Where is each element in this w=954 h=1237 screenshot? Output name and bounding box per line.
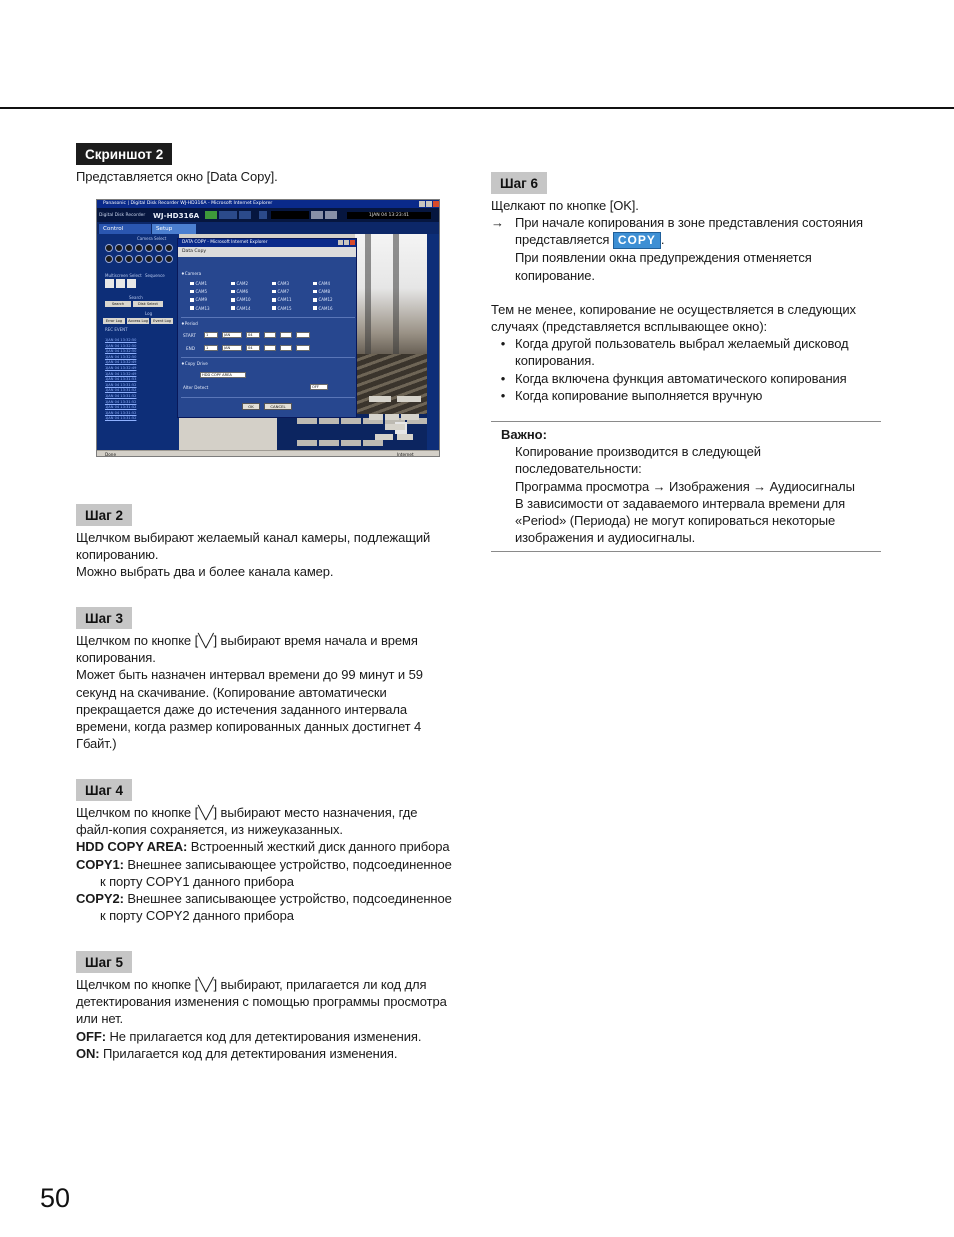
camera-checkbox[interactable] [190, 297, 231, 302]
step-6-result-line: При начале копирования в зоне представления состояния [515, 215, 863, 231]
camera-button[interactable] [125, 244, 133, 252]
camera-checkbox[interactable] [231, 306, 272, 311]
camera-checkbox[interactable] [313, 306, 354, 311]
start-second-select[interactable] [296, 332, 310, 338]
play-reverse-button[interactable] [341, 418, 361, 424]
end-hour-select[interactable] [264, 345, 276, 351]
list-item [491, 387, 881, 404]
step-5-line: детектирования изменения с помощью программы просмотра [76, 994, 447, 1010]
event-log-button[interactable]: Event Log [151, 318, 173, 324]
status-indicator [239, 211, 251, 219]
off-term: OFF: [76, 1028, 106, 1044]
note-heading: Важно: [501, 427, 547, 443]
period-section-text: Period [184, 321, 198, 326]
arrow-icon: → [491, 215, 504, 231]
event-row[interactable]: 1JAN 04 13:31:52 [105, 416, 137, 421]
step-5-label: Шаг 5 [76, 951, 132, 973]
multiscreen-1-button[interactable] [105, 279, 114, 288]
step-4-line: файл-копия сохраняется, из нижеуказанных. [76, 822, 343, 838]
go-to-last-button[interactable] [397, 396, 421, 402]
viewer-button[interactable] [385, 424, 405, 430]
step-4 [76, 779, 460, 924]
step-6-result-line: копирование. [515, 267, 595, 283]
camera-button[interactable] [115, 244, 123, 252]
minimize-icon[interactable] [338, 240, 343, 245]
maximize-icon[interactable] [344, 240, 349, 245]
event-row[interactable]: 1JAN 04 13:31:52 [105, 399, 137, 404]
list-item [491, 335, 881, 369]
camera-buttons-row [105, 255, 173, 263]
camera-section-text: Camera [184, 271, 202, 276]
hdd-copy-area-term: HDD COPY AREA: [76, 839, 188, 855]
alter-detect-label: Alter Detect [183, 385, 209, 390]
screenshot-caption: Представляется окно [Data Copy]. [76, 169, 278, 184]
list-item-text: Когда копирование выполняется вручную [515, 387, 763, 403]
camera-checkbox-label: CAM3 [277, 281, 290, 286]
dialog-title: DATA COPY - Microsoft Internet Explorer [182, 240, 268, 245]
camera-button[interactable] [135, 244, 143, 252]
important-note [491, 421, 881, 552]
note-line: «Period» (Периода) не могут копироваться некоторые [515, 512, 836, 528]
step-3-line: секунд на скачивание. (Копирование автоматически [76, 684, 387, 700]
event-row[interactable]: 1JAN 04 13:32:49 [105, 360, 137, 365]
camera-checkbox-label: CAM2 [236, 281, 249, 286]
camera-checkbox[interactable] [190, 289, 231, 294]
camera-checkbox[interactable] [231, 281, 272, 286]
end-year-select[interactable]: 04 [246, 345, 260, 351]
off-desc: Не прилагается код для детектирования изменения. [105, 1028, 422, 1044]
video-detail [355, 354, 427, 414]
off-item [76, 1028, 460, 1045]
close-icon[interactable] [350, 240, 355, 245]
checkbox-icon [231, 282, 235, 286]
checkbox-icon [272, 290, 276, 294]
camera-section-label: ♦Camera [181, 271, 202, 276]
step-5 [76, 951, 460, 1062]
copy-drive-select[interactable]: HDD COPY AREA [200, 372, 246, 378]
list-item [491, 370, 881, 387]
step-4-line: Щелчком по кнопке [╲╱] выбирают место назначения, где [76, 805, 418, 820]
dialog-subtitle: Data Copy [178, 247, 356, 257]
list-item-text: Когда другой пользователь выбрал желаемый дисковод [515, 336, 849, 352]
event-row[interactable]: 1JAN 04 13:32:50 [105, 338, 137, 342]
note-line: Программа просмотра → Изображения → Аудиосигналы [515, 478, 855, 494]
error-log-button[interactable]: Error Log [103, 318, 125, 324]
start-label: START [183, 333, 196, 338]
log-label: Log [145, 311, 153, 316]
step-2-label: Шаг 2 [76, 504, 132, 526]
note-line: изображения и аудиосигналы. [515, 530, 696, 546]
camera-checkbox-label: CAM16 [318, 305, 333, 311]
ie-status-bar [97, 450, 440, 457]
camera-checkbox-label: CAM12 [318, 297, 333, 303]
rec-event-label: REC EVENT [105, 327, 128, 332]
data-copy-screenshot [96, 199, 440, 457]
cancel-button[interactable]: CANCEL [264, 403, 292, 410]
dialog-window-buttons [338, 240, 355, 245]
mode-button[interactable] [375, 434, 393, 440]
hdd-copy-area-desc: Встроенный жесткий диск данного прибора [187, 839, 450, 855]
bullet-icon: • [500, 336, 506, 352]
camera-checkbox[interactable] [272, 289, 313, 294]
start-minute-select[interactable] [280, 332, 292, 338]
copy-status-badge: COPY [613, 232, 661, 249]
copy2-term: COPY2: [76, 891, 124, 907]
ok-button[interactable]: OK [242, 403, 260, 410]
pause-button[interactable] [319, 440, 339, 446]
event-row[interactable]: 1JAN 04 13:32:50 [105, 349, 137, 354]
camera-checkbox-label: CAM6 [236, 289, 249, 295]
dialog-title-bar [178, 239, 356, 247]
copy-drive-section-text: Copy Drive [184, 361, 208, 366]
right-side-panel [427, 234, 440, 450]
end-label: END [186, 346, 196, 351]
multiscreen-9-button[interactable] [127, 279, 136, 288]
copy2-desc: Внешнее записывающее устройство, подсоединенное [123, 891, 452, 907]
tab-bar [97, 222, 440, 234]
note-line: Копирование производится в следующей [515, 444, 761, 460]
camera-checkbox[interactable] [231, 297, 272, 302]
step-3 [76, 607, 460, 752]
disk-select-button[interactable]: Disk Select [133, 301, 163, 307]
camera-checkbox-label: CAM7 [277, 289, 290, 295]
camera-checkbox-label: CAM4 [318, 281, 331, 286]
page-number: 50 [40, 1183, 71, 1213]
step-6-label: Шаг 6 [491, 172, 547, 194]
fast-rewind-button[interactable] [297, 418, 317, 424]
option-button[interactable] [397, 434, 413, 440]
ie-window-buttons [419, 201, 439, 207]
camera-checkbox[interactable] [190, 281, 231, 286]
camera-checkbox[interactable] [190, 306, 231, 311]
datetime-display: 1JAN 04 13:23:41 [347, 212, 431, 219]
status-text: Done [105, 452, 117, 457]
copy1-item [76, 856, 460, 873]
camera-checkbox-label: CAM5 [195, 289, 208, 295]
status-indicator [219, 211, 237, 219]
camera-checkbox[interactable] [313, 297, 354, 302]
search-label: Search [129, 295, 143, 300]
playback-buttons-row [297, 440, 383, 446]
step-4-label: Шаг 4 [76, 779, 132, 801]
camera-checkbox[interactable] [272, 306, 313, 311]
note-body [491, 443, 881, 546]
event-row[interactable]: 1JAN 04 13:31:52 [105, 382, 137, 387]
camera-checkbox[interactable] [231, 289, 272, 294]
camera-button[interactable] [165, 255, 173, 263]
checkbox-icon [272, 306, 276, 310]
checkbox-icon [190, 282, 194, 286]
event-row[interactable]: 1JAN 04 13:32:50 [105, 354, 137, 359]
camera-buttons-row [105, 244, 173, 252]
step-3-line: времени, когда размер копированных данных достигнет 4 [76, 719, 422, 735]
list-item-text: копирования. [515, 353, 595, 369]
copy2-desc-cont: к порту COPY2 данного прибора [100, 908, 294, 924]
app-label: Digital Disk Recorder [99, 213, 146, 218]
camera-button[interactable] [155, 255, 163, 263]
camera-button[interactable] [125, 255, 133, 263]
copy2-item [76, 890, 460, 907]
end-second-select[interactable] [296, 345, 310, 351]
camera-checkbox[interactable] [313, 281, 354, 286]
end-button[interactable] [385, 414, 399, 420]
stop-button[interactable] [341, 440, 361, 446]
screenshot-block [76, 143, 278, 185]
right-column [491, 172, 881, 552]
download-button[interactable] [401, 414, 419, 420]
camera-button[interactable] [165, 244, 173, 252]
checkbox-icon [190, 298, 194, 302]
status-indicator [311, 211, 323, 219]
model-name: WJ-HD316A [153, 211, 200, 220]
checkbox-icon [272, 282, 276, 286]
camera-checkbox[interactable] [272, 297, 313, 302]
camera-button[interactable] [145, 255, 153, 263]
checkbox-icon [313, 306, 317, 310]
maximize-icon[interactable] [426, 201, 432, 207]
step-3-line: Может быть назначен интервал времени до 99 минут и 59 [76, 667, 423, 683]
camera-checkbox-label: CAM13 [195, 305, 210, 311]
start-year-select[interactable]: 04 [246, 332, 260, 338]
on-term: ON: [76, 1045, 100, 1061]
copy1-desc: Внешнее записывающее устройство, подсоединенное [123, 856, 452, 872]
status-display [271, 211, 309, 219]
end-minute-select[interactable] [280, 345, 292, 351]
step-3-line: Щелчком по кнопке [╲╱] выбирают время начала и время [76, 633, 418, 648]
camera-checkbox-label: CAM1 [195, 281, 208, 286]
camera-checkbox-label: CAM9 [195, 297, 208, 303]
camera-select-label: Camera Select [137, 236, 167, 241]
step-2-line: Щелчком выбирают желаемый канал камеры, подлежащий [76, 530, 431, 545]
app-header [97, 208, 440, 222]
search-button[interactable]: Search [105, 301, 131, 307]
step-6-result-line [515, 231, 863, 249]
camera-checkbox[interactable] [272, 281, 313, 286]
status-zone: Internet [397, 452, 414, 457]
checkbox-icon [231, 290, 235, 294]
copy-drive-section-label: ♦Copy Drive [181, 361, 208, 366]
step-6-result-text [515, 214, 863, 284]
event-row[interactable]: 1JAN 04 13:31:52 [105, 393, 137, 398]
bullet-icon: • [500, 387, 506, 403]
camera-button[interactable] [115, 255, 123, 263]
event-list [105, 338, 177, 422]
step-3-label: Шаг 3 [76, 607, 132, 629]
step-5-line: или нет. [76, 1011, 124, 1027]
status-indicator [325, 211, 337, 219]
camera-button[interactable] [105, 244, 113, 252]
exceptions-list [491, 335, 881, 404]
step-6-result-line: При появлении окна предупреждения отменяется [515, 250, 812, 266]
status-indicator [205, 211, 217, 219]
step-3-line: Гбайт.) [76, 736, 117, 752]
tab-control[interactable]: Control [99, 224, 151, 234]
camera-checkbox[interactable] [313, 289, 354, 294]
event-row[interactable]: 1JAN 04 13:31:52 [105, 388, 137, 393]
copy1-term: COPY1: [76, 856, 124, 872]
note-line: В зависимости от задаваемого интервала времени для [515, 495, 846, 511]
dialog-divider [181, 317, 355, 318]
note-line: последовательности: [515, 461, 642, 477]
checkbox-icon [313, 282, 317, 286]
step-5-line: Щелчком по кнопке [╲╱] выбирают, прилагается ли код для [76, 977, 427, 992]
step-2-line: Можно выбрать два и более канала камер. [76, 564, 334, 580]
control-pane [97, 234, 179, 450]
minimize-icon[interactable] [419, 201, 425, 207]
copy1-desc-cont: к порту COPY1 данного прибора [100, 873, 294, 889]
event-row[interactable]: 1JAN 04 13:32:49 [105, 365, 137, 370]
step-6-result [491, 214, 881, 284]
event-row[interactable]: 1JAN 04 13:31:52 [105, 410, 137, 415]
camera-button[interactable] [155, 244, 163, 252]
on-desc: Прилагается код для детектирования изменения. [99, 1045, 398, 1061]
checkbox-icon [313, 290, 317, 294]
access-log-button[interactable]: Access Log [128, 319, 148, 323]
start-hour-select[interactable] [264, 332, 276, 338]
exceptions-intro: Тем не менее, копирование не осуществляется в следующих [491, 301, 856, 317]
camera-button[interactable] [145, 244, 153, 252]
ie-title-bar [97, 200, 440, 208]
start-month-select[interactable]: JAN [222, 332, 242, 338]
step-2-line: копированию. [76, 547, 159, 563]
event-row[interactable]: 1JAN 04 13:32:49 [105, 371, 137, 376]
checkbox-icon [231, 298, 235, 302]
step-2 [76, 504, 460, 581]
next-image-button[interactable] [363, 440, 383, 446]
period-section-label: ♦Period [181, 321, 198, 326]
step-6-line: Щелкают по кнопке [OK]. [491, 198, 639, 213]
event-row[interactable]: 1JAN 04 13:31:53 [105, 377, 137, 382]
event-row[interactable]: 1JAN 04 13:31:52 [105, 405, 137, 410]
camera-button[interactable] [135, 255, 143, 263]
step-3-line: копирования. [76, 650, 156, 666]
camera-checkbox-label: CAM11 [277, 297, 292, 303]
camera-checkbox-label: CAM8 [318, 289, 331, 295]
dialog-divider [181, 357, 355, 358]
checkbox-icon [190, 306, 194, 310]
camera-checkbox-label: CAM15 [277, 305, 292, 311]
camera-button[interactable] [105, 255, 113, 263]
bullet-icon: • [500, 370, 506, 386]
exceptions-intro: случаях (представляется всплывающее окно): [491, 319, 768, 335]
end-month-select[interactable]: JAN [222, 345, 242, 351]
end-day-select[interactable]: 1 [204, 345, 218, 351]
checkbox-icon [190, 290, 194, 294]
go-to-date-button[interactable] [369, 396, 391, 402]
event-row[interactable]: 1JAN 04 13:32:50 [105, 343, 137, 348]
top-rule [0, 107, 954, 109]
camera-checkbox-grid [190, 281, 354, 311]
prev-image-button[interactable] [297, 440, 317, 446]
on-item [76, 1045, 460, 1062]
start-button[interactable] [369, 414, 383, 420]
screenshot-label: Скриншот 2 [76, 143, 172, 165]
tab-setup[interactable]: Setup [152, 224, 196, 234]
sequence-label: Sequence [145, 273, 165, 278]
camera-checkbox-label: CAM10 [236, 297, 251, 303]
multiscreen-4-button[interactable] [116, 279, 125, 288]
close-icon[interactable] [433, 201, 439, 207]
multiscreen-label: Multiscreen Select [105, 273, 142, 278]
data-copy-dialog [177, 238, 357, 418]
status-indicator [259, 211, 267, 219]
camera-video-image [355, 234, 427, 414]
list-item-text: Когда включена функция автоматического копирования [515, 370, 847, 386]
hdd-copy-area-item [76, 838, 460, 855]
checkbox-icon [231, 306, 235, 310]
dialog-divider [181, 397, 355, 398]
checkbox-icon [272, 298, 276, 302]
alter-detect-select[interactable]: OFF [310, 384, 328, 390]
rewind-button[interactable] [319, 418, 339, 424]
step-6-result-line-end: . [660, 232, 665, 248]
step-3-line: прекращается даже до истечения заданного интервала [76, 701, 407, 717]
ie-title-text: Panasonic | Digital Disk Recorder WJ-HD316A - Microsoft Internet Explorer [103, 201, 273, 206]
camera-checkbox-label: CAM14 [236, 305, 251, 311]
checkbox-icon [313, 298, 317, 302]
start-day-select[interactable]: 1 [204, 332, 218, 338]
step-6-result-line-start: представляется [515, 232, 610, 248]
